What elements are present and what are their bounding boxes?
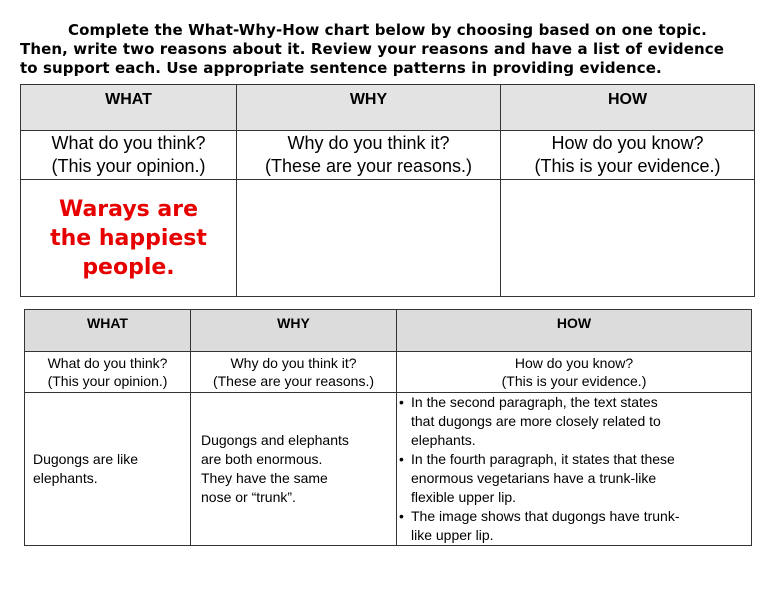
chart2-header-what: WHAT: [25, 310, 191, 352]
chart2-example-row: [25, 393, 752, 546]
chart1-header-row: [21, 85, 755, 131]
evidence-item: • In the second paragraph, the text states that dugongs are more closely related to elephants.: [399, 393, 751, 450]
chart2-prompt-how: How do you know? (This is your evidence.): [397, 352, 752, 393]
chart1-header-what: WHAT: [21, 85, 237, 131]
chart2-prompt-why: Why do you think it? (These are your reasons.): [191, 352, 397, 393]
chart2-example-how: [397, 393, 752, 546]
chart1-answer-why[interactable]: [237, 180, 501, 297]
evidence-list: [399, 393, 751, 545]
chart2-prompt-what: What do you think? (This your opinion.): [25, 352, 191, 393]
chart1-prompt-how: How do you know? (This is your evidence.): [501, 131, 755, 180]
instructions-line-3: to support each. Use appropriate sentence patterns in providing evidence.: [20, 59, 662, 77]
chart1-prompt-why: Why do you think it? (These are your reasons.): [237, 131, 501, 180]
chart2-example-why: Dugongs and elephants are both enormous. They have the same nose or “trunk”.: [191, 393, 397, 546]
chart1-header-why: WHY: [237, 85, 501, 131]
chart2-header-row: [25, 310, 752, 352]
chart1-answer-row: [21, 180, 755, 297]
chart1-header-how: HOW: [501, 85, 755, 131]
chart2-header-how: HOW: [397, 310, 752, 352]
chart1-answer-what[interactable]: [21, 180, 237, 297]
what-why-how-chart-blank: [20, 84, 755, 297]
chart2-prompt-row: [25, 352, 752, 393]
instructions: [20, 21, 752, 78]
evidence-item: • In the fourth paragraph, it states that these enormous vegetarians have a trunk-like flexible upper lip.: [399, 450, 751, 507]
chart1-prompt-row: [21, 131, 755, 180]
opinion-text: Warays are the happiest people.: [50, 196, 207, 280]
chart1-prompt-what: What do you think? (This your opinion.): [21, 131, 237, 180]
instructions-line-2: Then, write two reasons about it. Review your reasons and have a list of evidence: [20, 40, 725, 58]
instructions-line-1: Complete the What-Why-How chart below by choosing based on one topic.: [68, 21, 707, 39]
chart2-example-what: Dugongs are like elephants.: [25, 393, 191, 546]
chart2-header-why: WHY: [191, 310, 397, 352]
evidence-item: • The image shows that dugongs have trunk- like upper lip.: [399, 507, 751, 545]
what-why-how-chart-example: [24, 309, 752, 546]
chart1-answer-how[interactable]: [501, 180, 755, 297]
